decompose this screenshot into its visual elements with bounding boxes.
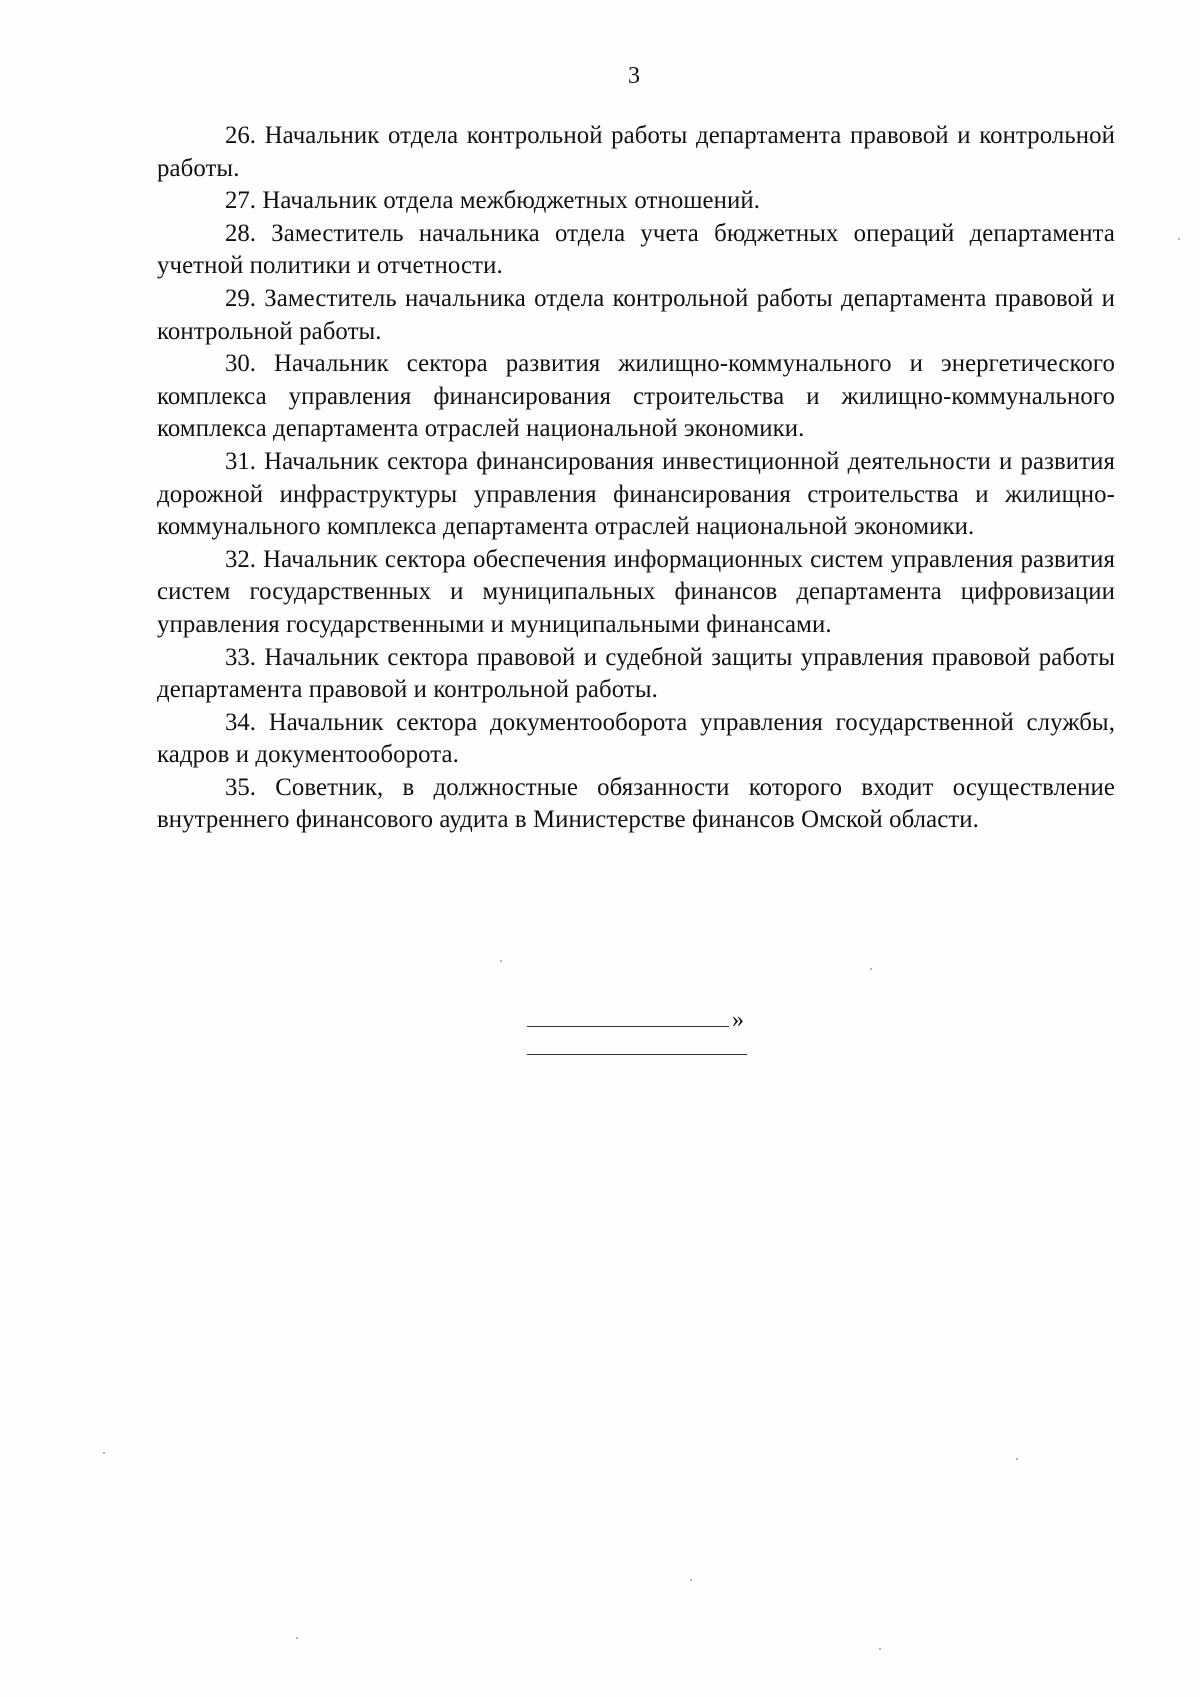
item-text: Начальник отдела межбюджетных отношений. <box>262 187 761 215</box>
item-text: Начальник сектора правовой и судебной защиты управления правовой работы департамента правовой и контрольной работы. <box>157 643 1116 704</box>
scan-speck <box>690 1579 692 1581</box>
item-number: 28. <box>225 219 256 247</box>
list-item <box>157 348 1115 446</box>
item-number: 34. <box>225 708 256 736</box>
item-number: 27. <box>225 187 256 215</box>
item-text: Начальник сектора развития жилищно-коммунального и энергетического комплекса управления финансирования строительства и жилищно-коммунального комплекса департамента отраслей национальной экономики. <box>157 350 1115 443</box>
item-number: 33. <box>225 643 256 671</box>
list-item <box>157 707 1115 772</box>
scan-speck <box>296 1637 298 1639</box>
scan-speck <box>879 1648 881 1650</box>
scan-speck <box>870 968 872 970</box>
item-text: Начальник сектора обеспечения информационных систем управления развития систем государственных и муниципальных финансов департамента цифровизации управления государственными и муниципальными финансами. <box>157 545 1115 638</box>
scan-speck <box>103 1452 105 1454</box>
scan-speck <box>500 960 502 962</box>
page-number: 3 <box>628 63 640 89</box>
list-item <box>157 120 1115 185</box>
scan-speck <box>1178 238 1180 240</box>
document-body <box>157 120 1115 837</box>
item-number: 29. <box>225 284 256 312</box>
item-text: Заместитель начальника отдела контрольной работы департамента правовой и контрольной работы. <box>157 284 1115 345</box>
closing-quote: » <box>732 1007 744 1033</box>
list-item <box>157 218 1115 283</box>
end-rule-line <box>527 1026 729 1027</box>
item-text: Заместитель начальника отдела учета бюджетных операций департамента учетной политики и отчетности. <box>157 219 1115 280</box>
item-text: Начальник сектора финансирования инвестиционной деятельности и развития дорожной инфраструктуры управления финансирования строительства и жилищно-коммунального комплекса департамента отраслей национальной экономики. <box>157 447 1115 541</box>
item-number: 26. <box>225 122 256 149</box>
list-item <box>157 446 1115 544</box>
item-number: 35. <box>225 773 256 801</box>
item-text: Советник, в должностные обязанности которого входит осуществление внутреннего финансового аудита в Министерстве финансов Омской области. <box>157 773 1115 834</box>
list-item <box>157 642 1115 707</box>
list-item <box>157 283 1115 348</box>
list-item <box>157 185 1115 218</box>
item-number: 31. <box>225 447 256 475</box>
end-separator-line <box>527 1054 747 1055</box>
item-text: Начальник отдела контрольной работы департамента правовой и контрольной работы. <box>157 122 1115 182</box>
item-number: 32. <box>225 545 256 573</box>
list-item <box>157 544 1115 642</box>
scan-speck <box>1016 1458 1018 1460</box>
end-of-list-mark <box>527 1002 747 1032</box>
item-number: 30. <box>225 350 256 378</box>
item-text: Начальник сектора документооборота управления государственной службы, кадров и документооборота. <box>157 708 1115 769</box>
list-item <box>157 772 1115 837</box>
